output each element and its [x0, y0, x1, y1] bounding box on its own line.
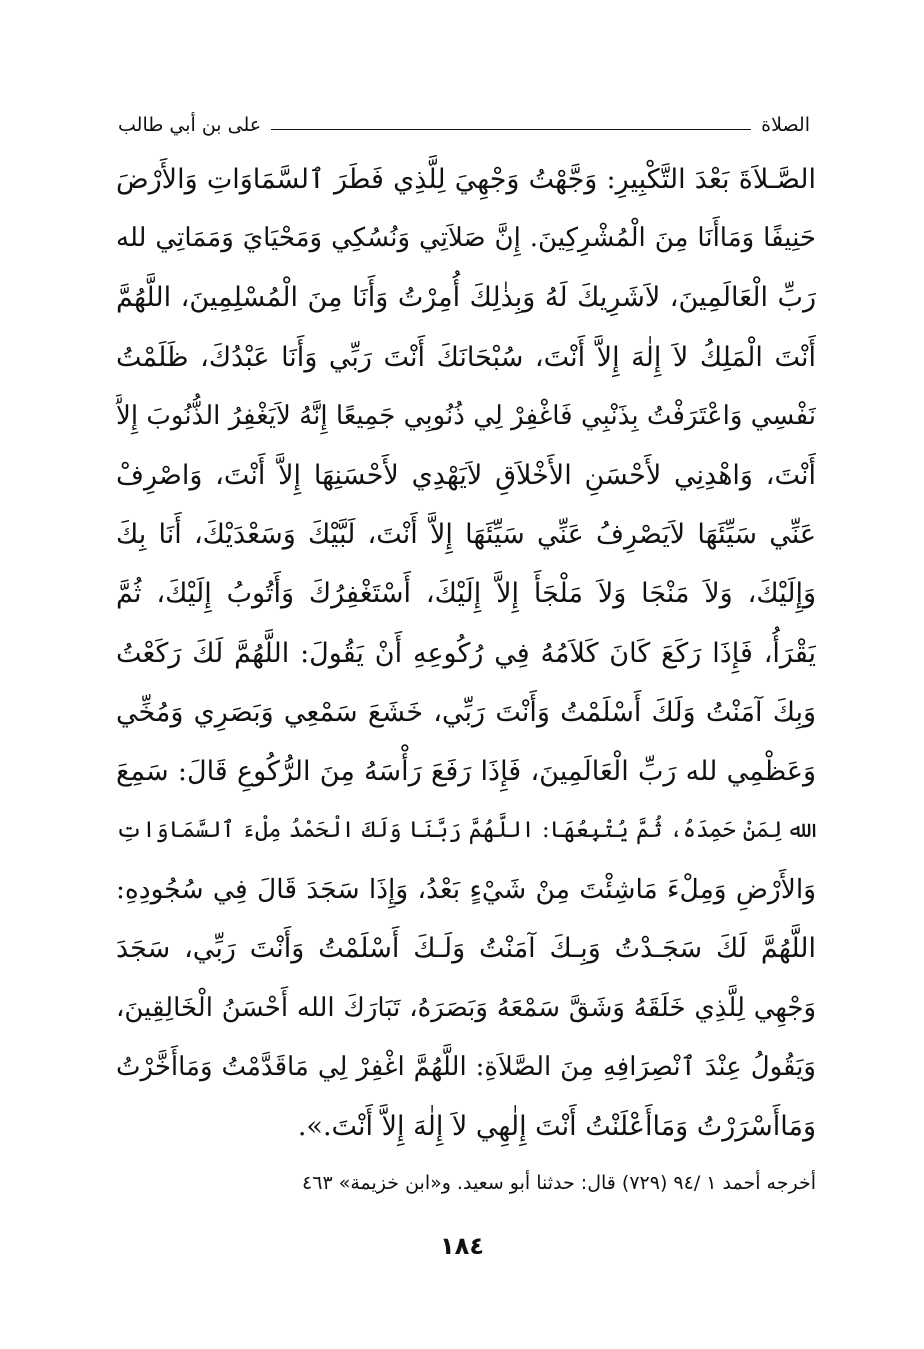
footnote: أخرجه أحمد ١ /٩٤ (٧٢٩) قال: حدثنا أبو سعيد. و«ابن خزيمة» ٤٦٣	[302, 1172, 816, 1194]
text-line: وَعَظْمِي لله رَبِّ الْعَالَمِينَ، فَإِذَا رَفَعَ رَأْسَهُ مِنَ الرُّكُوعِ قَالَ: سَمِعَ	[116, 755, 816, 787]
text-line: وَيَقُولُ عِنْدَ ٱنْصِرَافِهِ مِنَ الصَّلاَةِ: اللَّهُمَّ اغْفِرْ لِي مَاقَدَّمْتُ وَمَاأَخَّرْتُ	[116, 1051, 816, 1082]
text-line: اللَّهُمَّ لَكَ سَجَـدْتُ وَبِـكَ آمَنْتُ وَلَـكَ أَسْلَمْتُ وَأَنْتَ رَبِّي، سَجَدَ	[116, 933, 816, 965]
text-line: الصَّـلاَةَ بَعْدَ التَّكْبِيرِ: وَجَّهْتُ وَجْهِيَ لِلَّذِي فَطَرَ ٱلسَّمَاوَاتِ وَالأَرْضَ	[116, 164, 816, 195]
text-line: وَالأَرْضِ وَمِلْءَ مَاشِئْتَ مِنْ شَيْءٍ بَعْدُ، وَإِذَا سَجَدَ قَالَ فِي سُجُودِهِ:	[116, 874, 816, 906]
text-line: وَمَاأَسْرَرْتُ وَمَاأَعْلَنْتُ أَنْتَ إِلٰهِي لاَ إِلٰهَ إِلاَّ أَنْتَ.».	[297, 1111, 816, 1142]
author-name: على بن أبي طالب	[118, 114, 262, 136]
text-line: وَجْهِي لِلَّذِي خَلَقَهُ وَشَقَّ سَمْعَهُ وَبَصَرَهُ، تَبَارَكَ الله أَحْسَنُ الْخَالِقِينَ،	[116, 992, 816, 1023]
text-line: رَبِّ الْعَالَمِينَ، لاَشَرِيكَ لَهُ وَبِذٰلِكَ أُمِرْتُ وَأَنَا مِنَ الْمُسْلِمِينَ، اللَّهُمَّ	[116, 282, 816, 314]
text-line: وَإِلَيْكَ، وَلاَ مَنْجَا وَلاَ مَلْجَأَ إِلاَّ إِلَيْكَ، أَسْتَغْفِرُكَ وَأَتُوبُ إِلَيْكَ، ثُمَّ	[116, 578, 816, 610]
text-line: عَنِّي سَيِّئَهَا لاَيَصْرِفُ عَنِّي سَيِّئَهَا إِلاَّ أَنْتَ، لَبَّيْكَ وَسَعْدَيْكَ، أَنَا بِكَ	[116, 519, 816, 551]
running-header	[118, 112, 810, 138]
text-line: يَقْرَأُ، فَإِذَا رَكَعَ كَانَ كَلاَمُهُ فِي رُكُوعِهِ أَنْ يَقُولَ: اللَّهُمَّ لَكَ رَكَعْتُ	[116, 637, 816, 669]
text-line: حَنِيفًا وَمَاأَنَا مِنَ الْمُشْرِكِينَ. إِنَّ صَلاَتِي وَنُسُكِي وَمَحْيَايَ وَمَمَاتِي لله	[116, 223, 816, 254]
text-line: نَفْسِي وَاعْتَرَفْتُ بِذَنْبِي فَاغْفِرْ لِي ذُنُوبِي جَمِيعًا إِنَّهُ لاَيَغْفِرُ الذُّنُوبَ إِلاَّ	[116, 400, 816, 431]
text-line: وَبِكَ آمَنْتُ وَلَكَ أَسْلَمْتُ وَأَنْتَ رَبِّي، خَشَعَ سَمْعِي وَبَصَرِي وَمُخِّي	[116, 696, 816, 728]
text-line: أَنْتَ، وَاهْدِنِي لأَحْسَنِ الأَخْلاَقِ لاَيَهْدِي لأَحْسَنِهَا إِلاَّ أَنْتَ، وَاصْرِفْ	[116, 459, 816, 491]
main-text	[116, 150, 816, 1156]
chapter-title: الصلاة	[761, 114, 810, 136]
text-line: الله لِمَنْ حَمِدَهُ، ثُمَّ يُتْبِعُهَا: اللَّهُمَّ رَبَّنَا وَلَكَ الْحَمْدُ مِلْءَ ٱلسَّمَاوَاتِ	[116, 817, 816, 844]
page-number: ١٨٤	[440, 1232, 484, 1260]
header-rule	[271, 129, 751, 130]
text-line: أَنْتَ الْمَلِكُ لاَ إِلٰهَ إِلاَّ أَنْتَ، سُبْحَانَكَ أَنْتَ رَبِّي وَأَنَا عَبْدُكَ، ظَلَمْتُ	[116, 341, 816, 373]
